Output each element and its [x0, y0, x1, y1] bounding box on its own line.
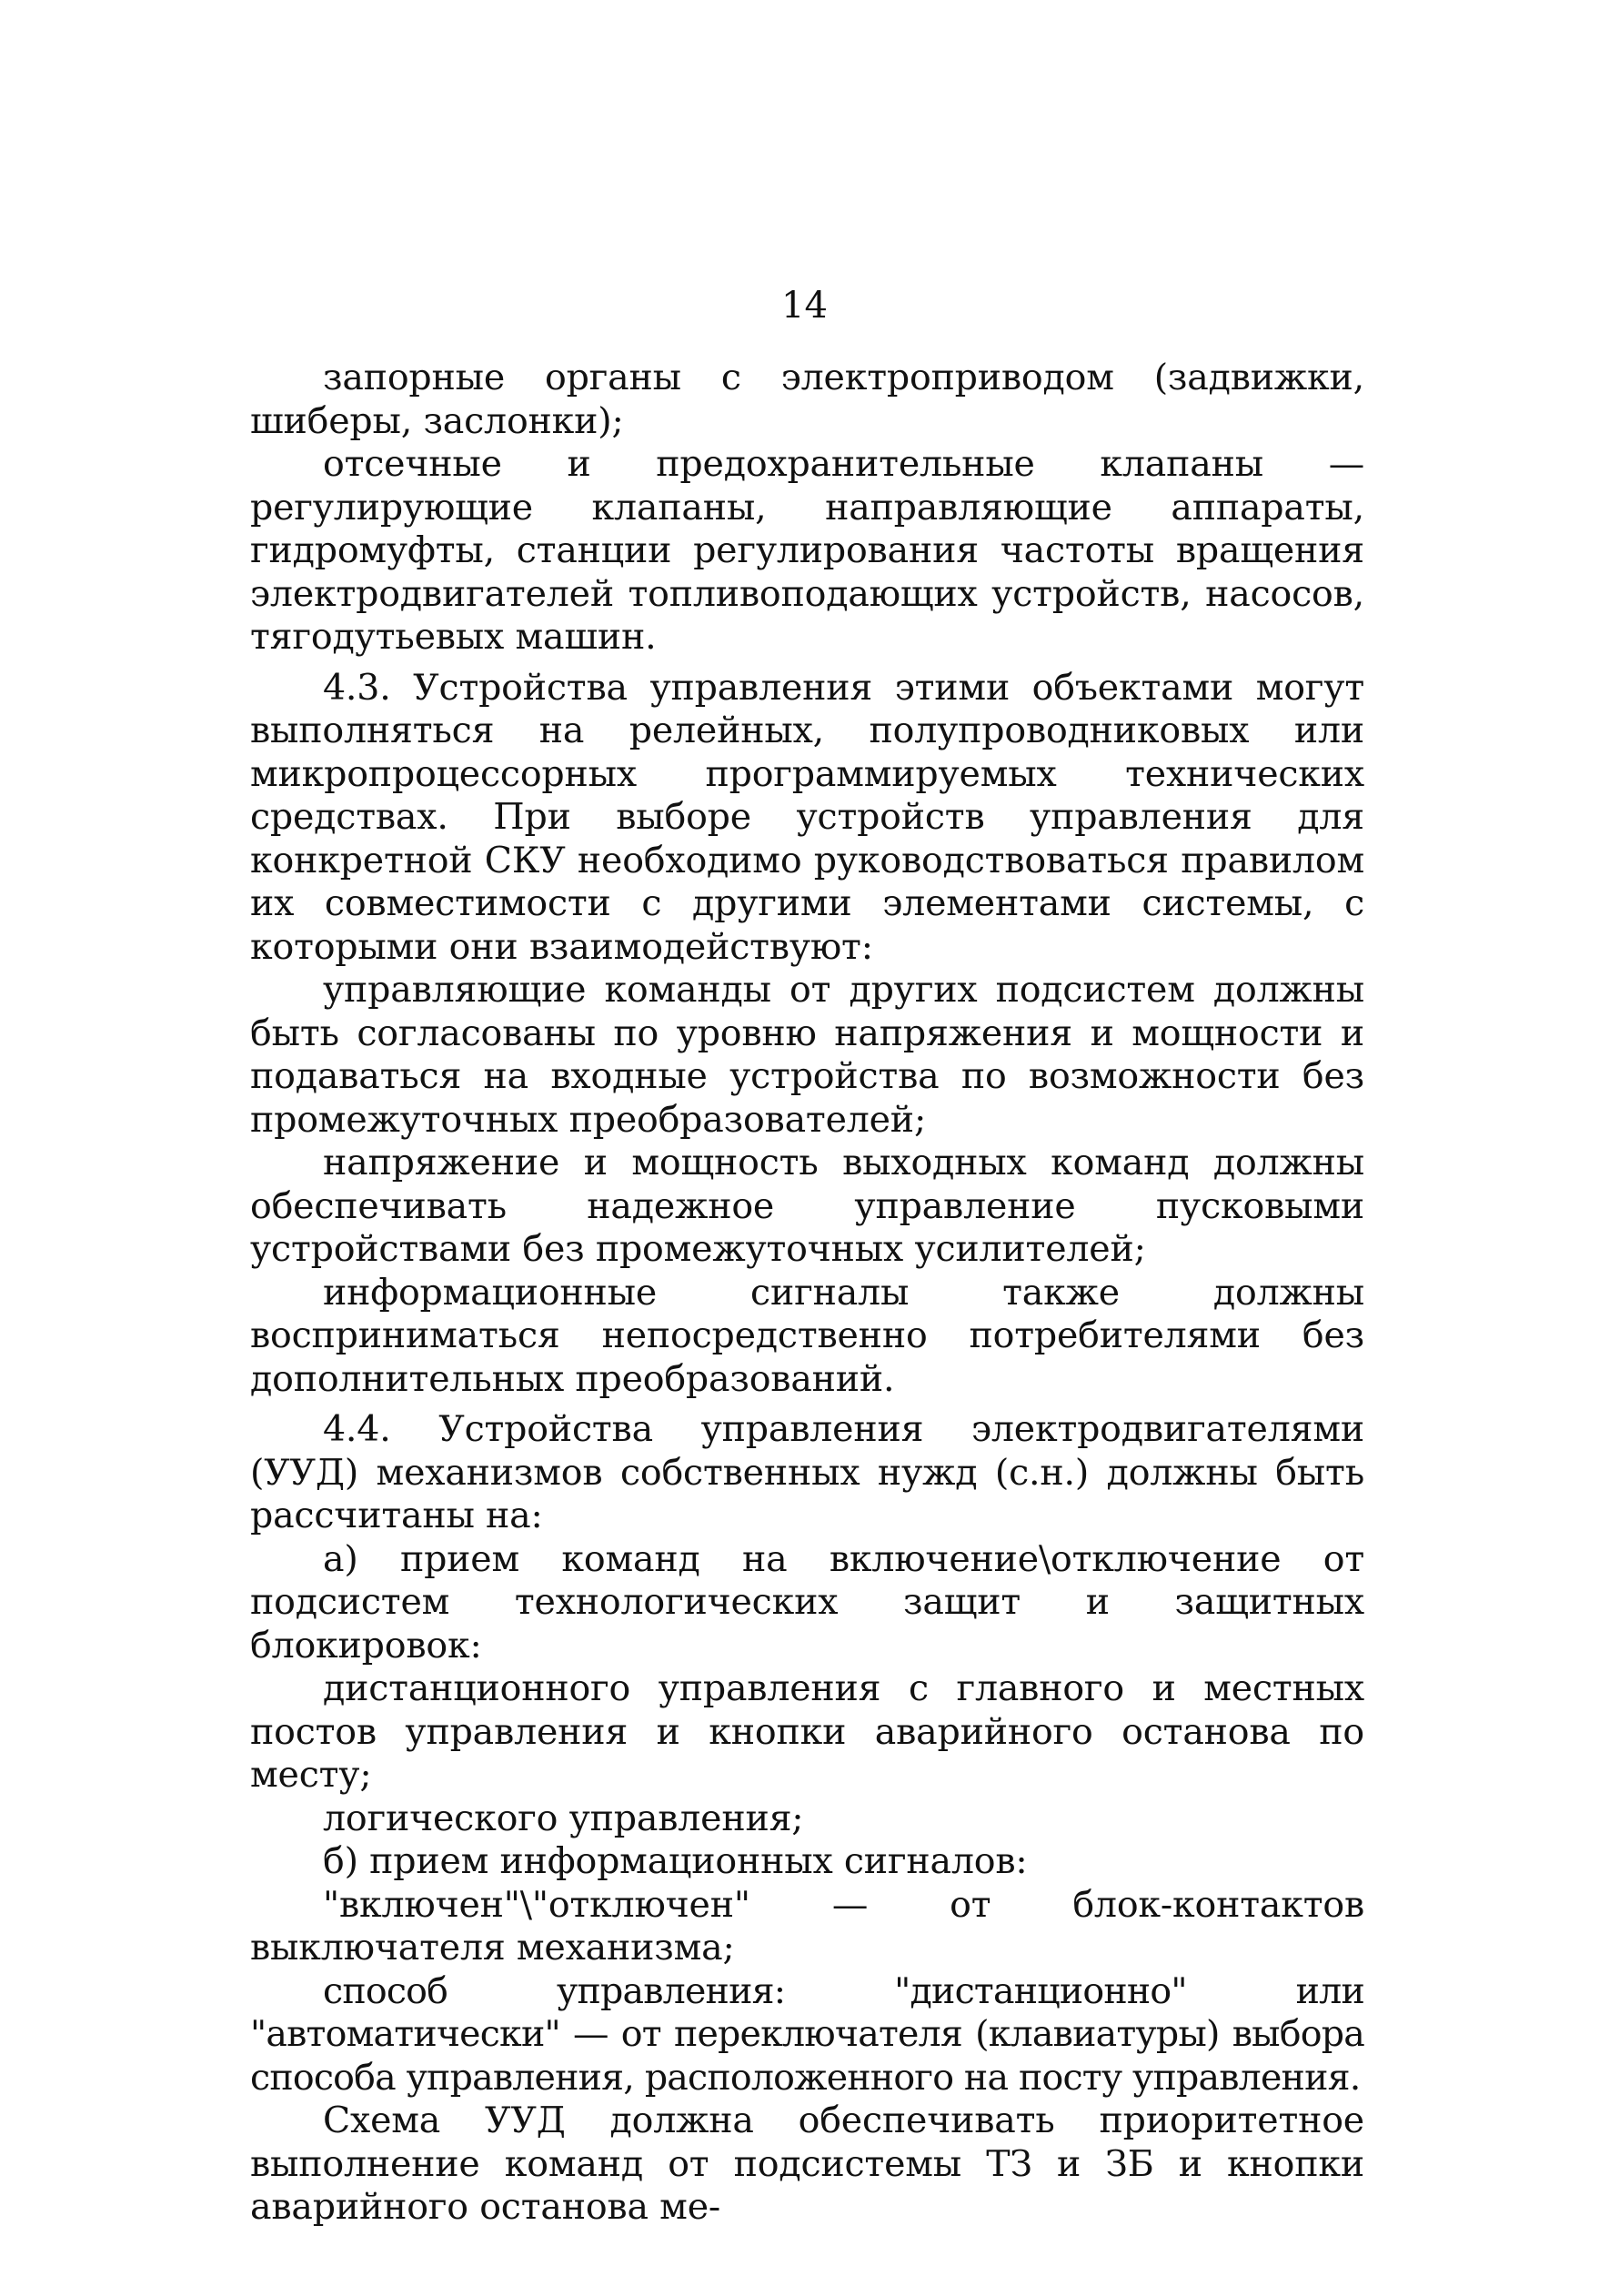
paragraph-6: информационные сигналы также должны восприниматься непосредственно потребителями без дополнительных преобразований. [250, 1271, 1364, 1400]
paragraph-10: логического управления; [323, 1797, 804, 1839]
paragraph-14: Схема УУД должна обеспечивать приоритетное выполнение команд от подсистемы ТЗ и ЗБ и кнопки аварийного останова ме- [250, 2100, 1364, 2228]
paragraph-3: 4.3. Устройства управления этими объектами могут выполняться на релейных, полупроводниковых или микропроцессорных программируемых технических средствах. При выборе устройств управления для конкретной СКУ необходимо руководствоваться правилом их совместимости с другими элементами системы, с которыми они взаимодействуют: [250, 666, 1364, 968]
paragraph-12: "включен"\"отключен" — от блок-контактов выключателя механизма; [250, 1883, 1364, 1969]
body-text [250, 357, 1364, 2230]
paragraph-7: 4.4. Устройства управления электродвигателями (УУД) механизмов собственных нужд (с.н.) должны быть рассчитаны на: [250, 1408, 1364, 1536]
paragraph-5: напряжение и мощность выходных команд должны обеспечивать надежное управление пусковыми устройствами без промежуточных усилителей; [250, 1142, 1364, 1270]
paragraph-11: б) прием информационных сигналов: [323, 1840, 1028, 1882]
paragraph-13: способ управления: "дистанционно" или "автоматически" — от переключателя (клавиатуры) выбора способа управления, расположенного на посту управления. [250, 1969, 1364, 2099]
page-number: 14 [781, 285, 828, 327]
paragraph-9: дистанционного управления с главного и местных постов управления и кнопки аварийного останова по месту; [250, 1667, 1364, 1796]
paragraph-2: отсечные и предохранительные клапаны — регулирующие клапаны, направляющие аппараты, гидромуфты, станции регулирования частоты вращения электродвигателей топливоподающих устройств, насосов, тягодутьевых машин. [250, 443, 1364, 658]
paragraph-1: запорные органы с электроприводом (задвижки, шиберы, заслонки); [250, 357, 1364, 442]
paragraph-8: а) прием команд на включение\отключение от подсистем технологических защит и защитных блокировок: [250, 1537, 1364, 1667]
paragraph-4: управляющие команды от других подсистем должны быть согласованы по уровню напряжения и мощности и подаваться на входные устройства по возможности без промежуточных преобразователей; [250, 969, 1364, 1141]
